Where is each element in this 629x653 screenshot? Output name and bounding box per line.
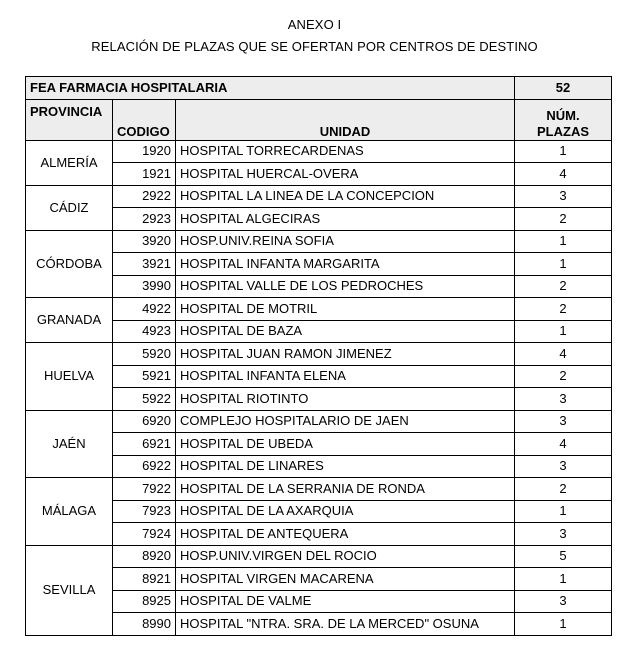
code-cell: 5922 <box>113 388 176 411</box>
table-body <box>26 140 612 635</box>
code-cell: 3921 <box>113 253 176 276</box>
plazas-cell: 4 <box>515 163 612 186</box>
plazas-cell: 4 <box>515 433 612 456</box>
plazas-cell: 1 <box>515 320 612 343</box>
table-row <box>26 320 612 343</box>
table-row <box>26 275 612 298</box>
plazas-cell: 3 <box>515 523 612 546</box>
table-row <box>26 478 612 501</box>
table-row <box>26 500 612 523</box>
code-cell: 8925 <box>113 590 176 613</box>
table-row <box>26 343 612 366</box>
plazas-cell: 1 <box>515 230 612 253</box>
unit-cell: HOSPITAL "NTRA. SRA. DE LA MERCED" OSUNA <box>176 613 515 636</box>
annex-label: ANEXO I <box>287 17 342 32</box>
table-row <box>26 613 612 636</box>
table-row <box>26 163 612 186</box>
code-cell: 5920 <box>113 343 176 366</box>
province-cell: HUELVA <box>26 343 113 411</box>
table-row <box>26 185 612 208</box>
code-cell: 3920 <box>113 230 176 253</box>
area-row <box>26 77 612 100</box>
table-row <box>26 298 612 321</box>
plazas-cell: 1 <box>515 500 612 523</box>
column-header-num-line2: PLAZAS <box>537 123 590 139</box>
code-cell: 6920 <box>113 410 176 433</box>
plazas-cell: 2 <box>515 275 612 298</box>
unit-cell: HOSPITAL DE MOTRIL <box>176 298 515 321</box>
province-cell: SEVILLA <box>26 545 113 635</box>
unit-cell: HOSPITAL RIOTINTO <box>176 388 515 411</box>
code-cell: 1921 <box>113 163 176 186</box>
unit-cell: HOSPITAL JUAN RAMON JIMENEZ <box>176 343 515 366</box>
unit-cell: HOSPITAL DE LA SERRANIA DE RONDA <box>176 478 515 501</box>
unit-cell: HOSPITAL HUERCAL-OVERA <box>176 163 515 186</box>
unit-cell: HOSP.UNIV.VIRGEN DEL ROCIO <box>176 545 515 568</box>
unit-cell: HOSPITAL ALGECIRAS <box>176 208 515 231</box>
table-row <box>26 410 612 433</box>
province-cell: ALMERÍA <box>26 140 113 185</box>
plazas-cell: 1 <box>515 253 612 276</box>
code-cell: 6921 <box>113 433 176 456</box>
plazas-cell: 2 <box>515 478 612 501</box>
code-cell: 7923 <box>113 500 176 523</box>
unit-cell: HOSPITAL TORRECARDENAS <box>176 140 515 163</box>
unit-cell: HOSPITAL DE VALME <box>176 590 515 613</box>
column-header-codigo: CODIGO <box>113 99 176 140</box>
code-cell: 4922 <box>113 298 176 321</box>
unit-cell: HOSPITAL LA LINEA DE LA CONCEPCION <box>176 185 515 208</box>
table-row <box>26 230 612 253</box>
plazas-table <box>25 76 612 636</box>
column-header-provincia: PROVINCIA <box>26 99 113 140</box>
code-cell: 1920 <box>113 140 176 163</box>
table-row <box>26 365 612 388</box>
province-cell: MÁLAGA <box>26 478 113 546</box>
province-cell: JAÉN <box>26 410 113 478</box>
column-header-num-line1: NÚM. <box>546 107 580 123</box>
code-cell: 4923 <box>113 320 176 343</box>
plazas-cell: 2 <box>515 208 612 231</box>
code-cell: 2922 <box>113 185 176 208</box>
plazas-cell: 3 <box>515 410 612 433</box>
plazas-cell: 2 <box>515 298 612 321</box>
plazas-cell: 3 <box>515 590 612 613</box>
plazas-cell: 4 <box>515 343 612 366</box>
table-row <box>26 140 612 163</box>
code-cell: 5921 <box>113 365 176 388</box>
province-cell: CÓRDOBA <box>26 230 113 298</box>
document-title: RELACIÓN DE PLAZAS QUE SE OFERTAN POR CENTROS DE DESTINO <box>91 39 538 54</box>
unit-cell: HOSPITAL INFANTA MARGARITA <box>176 253 515 276</box>
table-row <box>26 568 612 591</box>
plazas-cell: 5 <box>515 545 612 568</box>
table-row <box>26 590 612 613</box>
plazas-cell: 1 <box>515 140 612 163</box>
unit-cell: HOSPITAL DE UBEDA <box>176 433 515 456</box>
code-cell: 3990 <box>113 275 176 298</box>
unit-cell: COMPLEJO HOSPITALARIO DE JAEN <box>176 410 515 433</box>
unit-cell: HOSPITAL VIRGEN MACARENA <box>176 568 515 591</box>
plazas-cell: 3 <box>515 455 612 478</box>
table-row <box>26 208 612 231</box>
table-row <box>26 545 612 568</box>
table-row <box>26 455 612 478</box>
unit-cell: HOSPITAL DE BAZA <box>176 320 515 343</box>
code-cell: 8920 <box>113 545 176 568</box>
area-name: FEA FARMACIA HOSPITALARIA <box>26 77 515 100</box>
unit-cell: HOSP.UNIV.REINA SOFIA <box>176 230 515 253</box>
plazas-cell: 3 <box>515 185 612 208</box>
code-cell: 7924 <box>113 523 176 546</box>
unit-cell: HOSPITAL DE LA AXARQUIA <box>176 500 515 523</box>
code-cell: 2923 <box>113 208 176 231</box>
area-total: 52 <box>515 77 612 100</box>
table-row <box>26 523 612 546</box>
plazas-cell: 3 <box>515 388 612 411</box>
table-row <box>26 433 612 456</box>
code-cell: 8921 <box>113 568 176 591</box>
code-cell: 6922 <box>113 455 176 478</box>
table-row <box>26 253 612 276</box>
column-header-row <box>26 99 612 140</box>
table-row <box>26 388 612 411</box>
code-cell: 7922 <box>113 478 176 501</box>
unit-cell: HOSPITAL DE LINARES <box>176 455 515 478</box>
plazas-cell: 1 <box>515 613 612 636</box>
plazas-cell: 1 <box>515 568 612 591</box>
unit-cell: HOSPITAL DE ANTEQUERA <box>176 523 515 546</box>
province-cell: CÁDIZ <box>26 185 113 230</box>
plazas-cell: 2 <box>515 365 612 388</box>
column-header-unidad: UNIDAD <box>176 99 515 140</box>
unit-cell: HOSPITAL VALLE DE LOS PEDROCHES <box>176 275 515 298</box>
column-header-num-plazas <box>515 99 612 140</box>
province-cell: GRANADA <box>26 298 113 343</box>
unit-cell: HOSPITAL INFANTA ELENA <box>176 365 515 388</box>
code-cell: 8990 <box>113 613 176 636</box>
